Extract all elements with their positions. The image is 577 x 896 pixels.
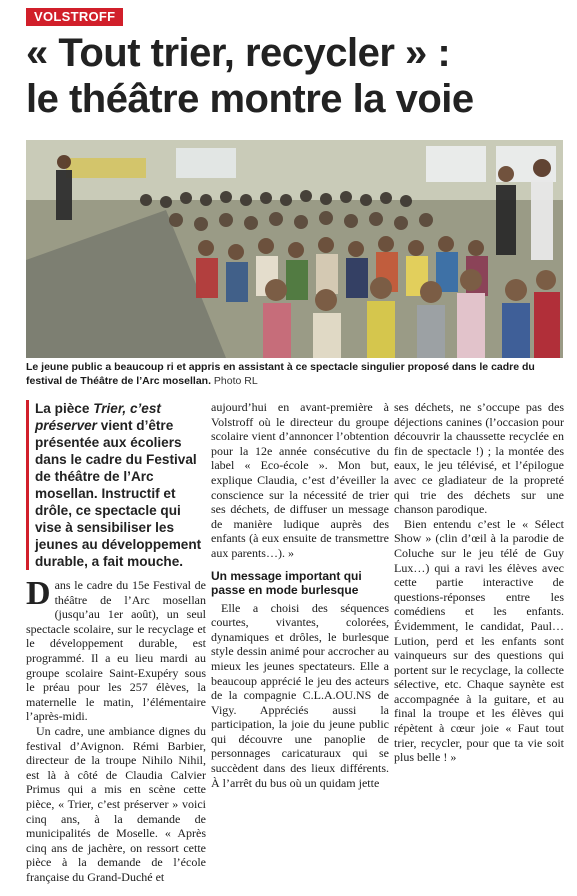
- article-paragraph-2-continued: aujourd’hui en avant-première à Volstroff où le directeur du groupe scolaire vient d’annoncer l’obtention pour la 12e année consécutive du label « Eco-école ». Mon but, explique Claudia, c’est d’éveiller la conscience sur la nécessité de trier ses déchets, de diffuser un message de manière ludique auprès des enfants (à eux ensuite de transmettre aux parents…). »: [211, 400, 389, 560]
- photo-caption: [26, 360, 563, 388]
- lead-text-2: vient d’être présentée aux écoliers dans le cadre du Festival de théâtre de l’Arc mosellan. Instructif et drôle, ce spectacle qui vise à sensibiliser les jeunes au développement durable, a fait mouche.: [35, 418, 202, 569]
- article-lead: [26, 400, 206, 570]
- section-tag: VOLSTROFF: [26, 8, 123, 26]
- article-paragraph-3: Elle a choisi des séquences courtes, vivantes, colorées, dynamiques et drôles, le burlesque style dessin animé pour accrocher au mieux les jeunes spectateurs. Elle a beaucoup apprécié le jeu des acteurs de la compagnie C.L.A.OU.NS de Vigy. Appréciés aussi la participation, la joie du jeune public qui découvre une panoplie de personnages caricaturaux qui se succèdent dans des lieux différents. À l’arrêt du bus où un quidam jette: [211, 600, 389, 790]
- lead-play-title: Trier, c’est préserver: [35, 401, 161, 433]
- article-column-1: [26, 400, 206, 896]
- caption-text: Le jeune public a beaucoup ri et appris en assistant à ce spectacle singulier proposé dans le cadre du festival de Théâtre de l’Arc mosellan.: [26, 361, 535, 387]
- headline-line-1: « Tout trier, recycler » :: [26, 31, 451, 75]
- paragraph-1-text: ans le cadre du 15e Festival de théâtre de l’Arc mosellan (jusqu’au 1er août), un seul spectacle scolaire, sur le recyclage et le développement durable, est programmé. Il a eu lieu mardi au groupe scolaire Saint-Exupéry sous le préau pour les 257 élèves, la maternelle le matin, l’élémentaire l’après-midi.: [26, 578, 206, 724]
- lead-text-1: La pièce: [35, 401, 94, 416]
- audience-photo-illustration: [26, 140, 563, 358]
- headline: [26, 30, 566, 122]
- article-paragraph-3-continued: ses déchets, ne s’occupe pas des déjections canines (l’occasion pour découvrir la chaussette recyclée en fin de spectacle !) ; la montée des eaux, le jeu télévisé, et l’épilogue avec ce gladiateur de la propreté qui trie des déchets sur une chanson parodique.: [394, 400, 564, 517]
- article-paragraph-2: Un cadre, une ambiance dignes du festival d’Avignon. Rémi Barbier, directeur de la troupe Nihilo Nihil, est là à côté de Claudia Calvier Primus qui a mis en scène cette pièce, « Trier, c’est préserver » voici cinq ans, à la demande de municipalités de Moselle. « Après cinq ans de jachère, on ressort cette pièce à la demande de l’école française du Grand-Duché et: [26, 723, 206, 884]
- photo-credit: Photo RL: [213, 375, 258, 387]
- column-2-flow: [211, 400, 389, 790]
- article-paragraph-4: Bien entendu c’est le « Sélect Show » (clin d’œil à la parodie de Coluche sur le jeu télé de Guy Lux…) qui a ravi les élèves avec cette partie interactive de questions-réponses entre les comédiens et les enfants. Évidemment, le candidat, Paul… Lution, perd et les enfants sont vainqueurs sur des questions qui portent sur le recyclage, la collecte sélective, etc. Chaque saynète est accompagnée à la guitare, et au final la troupe et les élèves qui répètent à cœur joie « Faut tout trier, recycler, pour que ta vie soit plus belle ! »: [394, 516, 564, 765]
- article-photo: [26, 140, 563, 358]
- article-paragraph-1: [26, 575, 206, 724]
- headline-line-2: le théâtre montre la voie: [26, 77, 474, 121]
- drop-cap: D: [26, 575, 51, 612]
- article-column-2: [211, 400, 389, 790]
- article-column-3: [394, 400, 564, 765]
- article-subhead: Un message important qui passe en mode burlesque: [211, 568, 362, 597]
- column-3-flow: [394, 400, 564, 765]
